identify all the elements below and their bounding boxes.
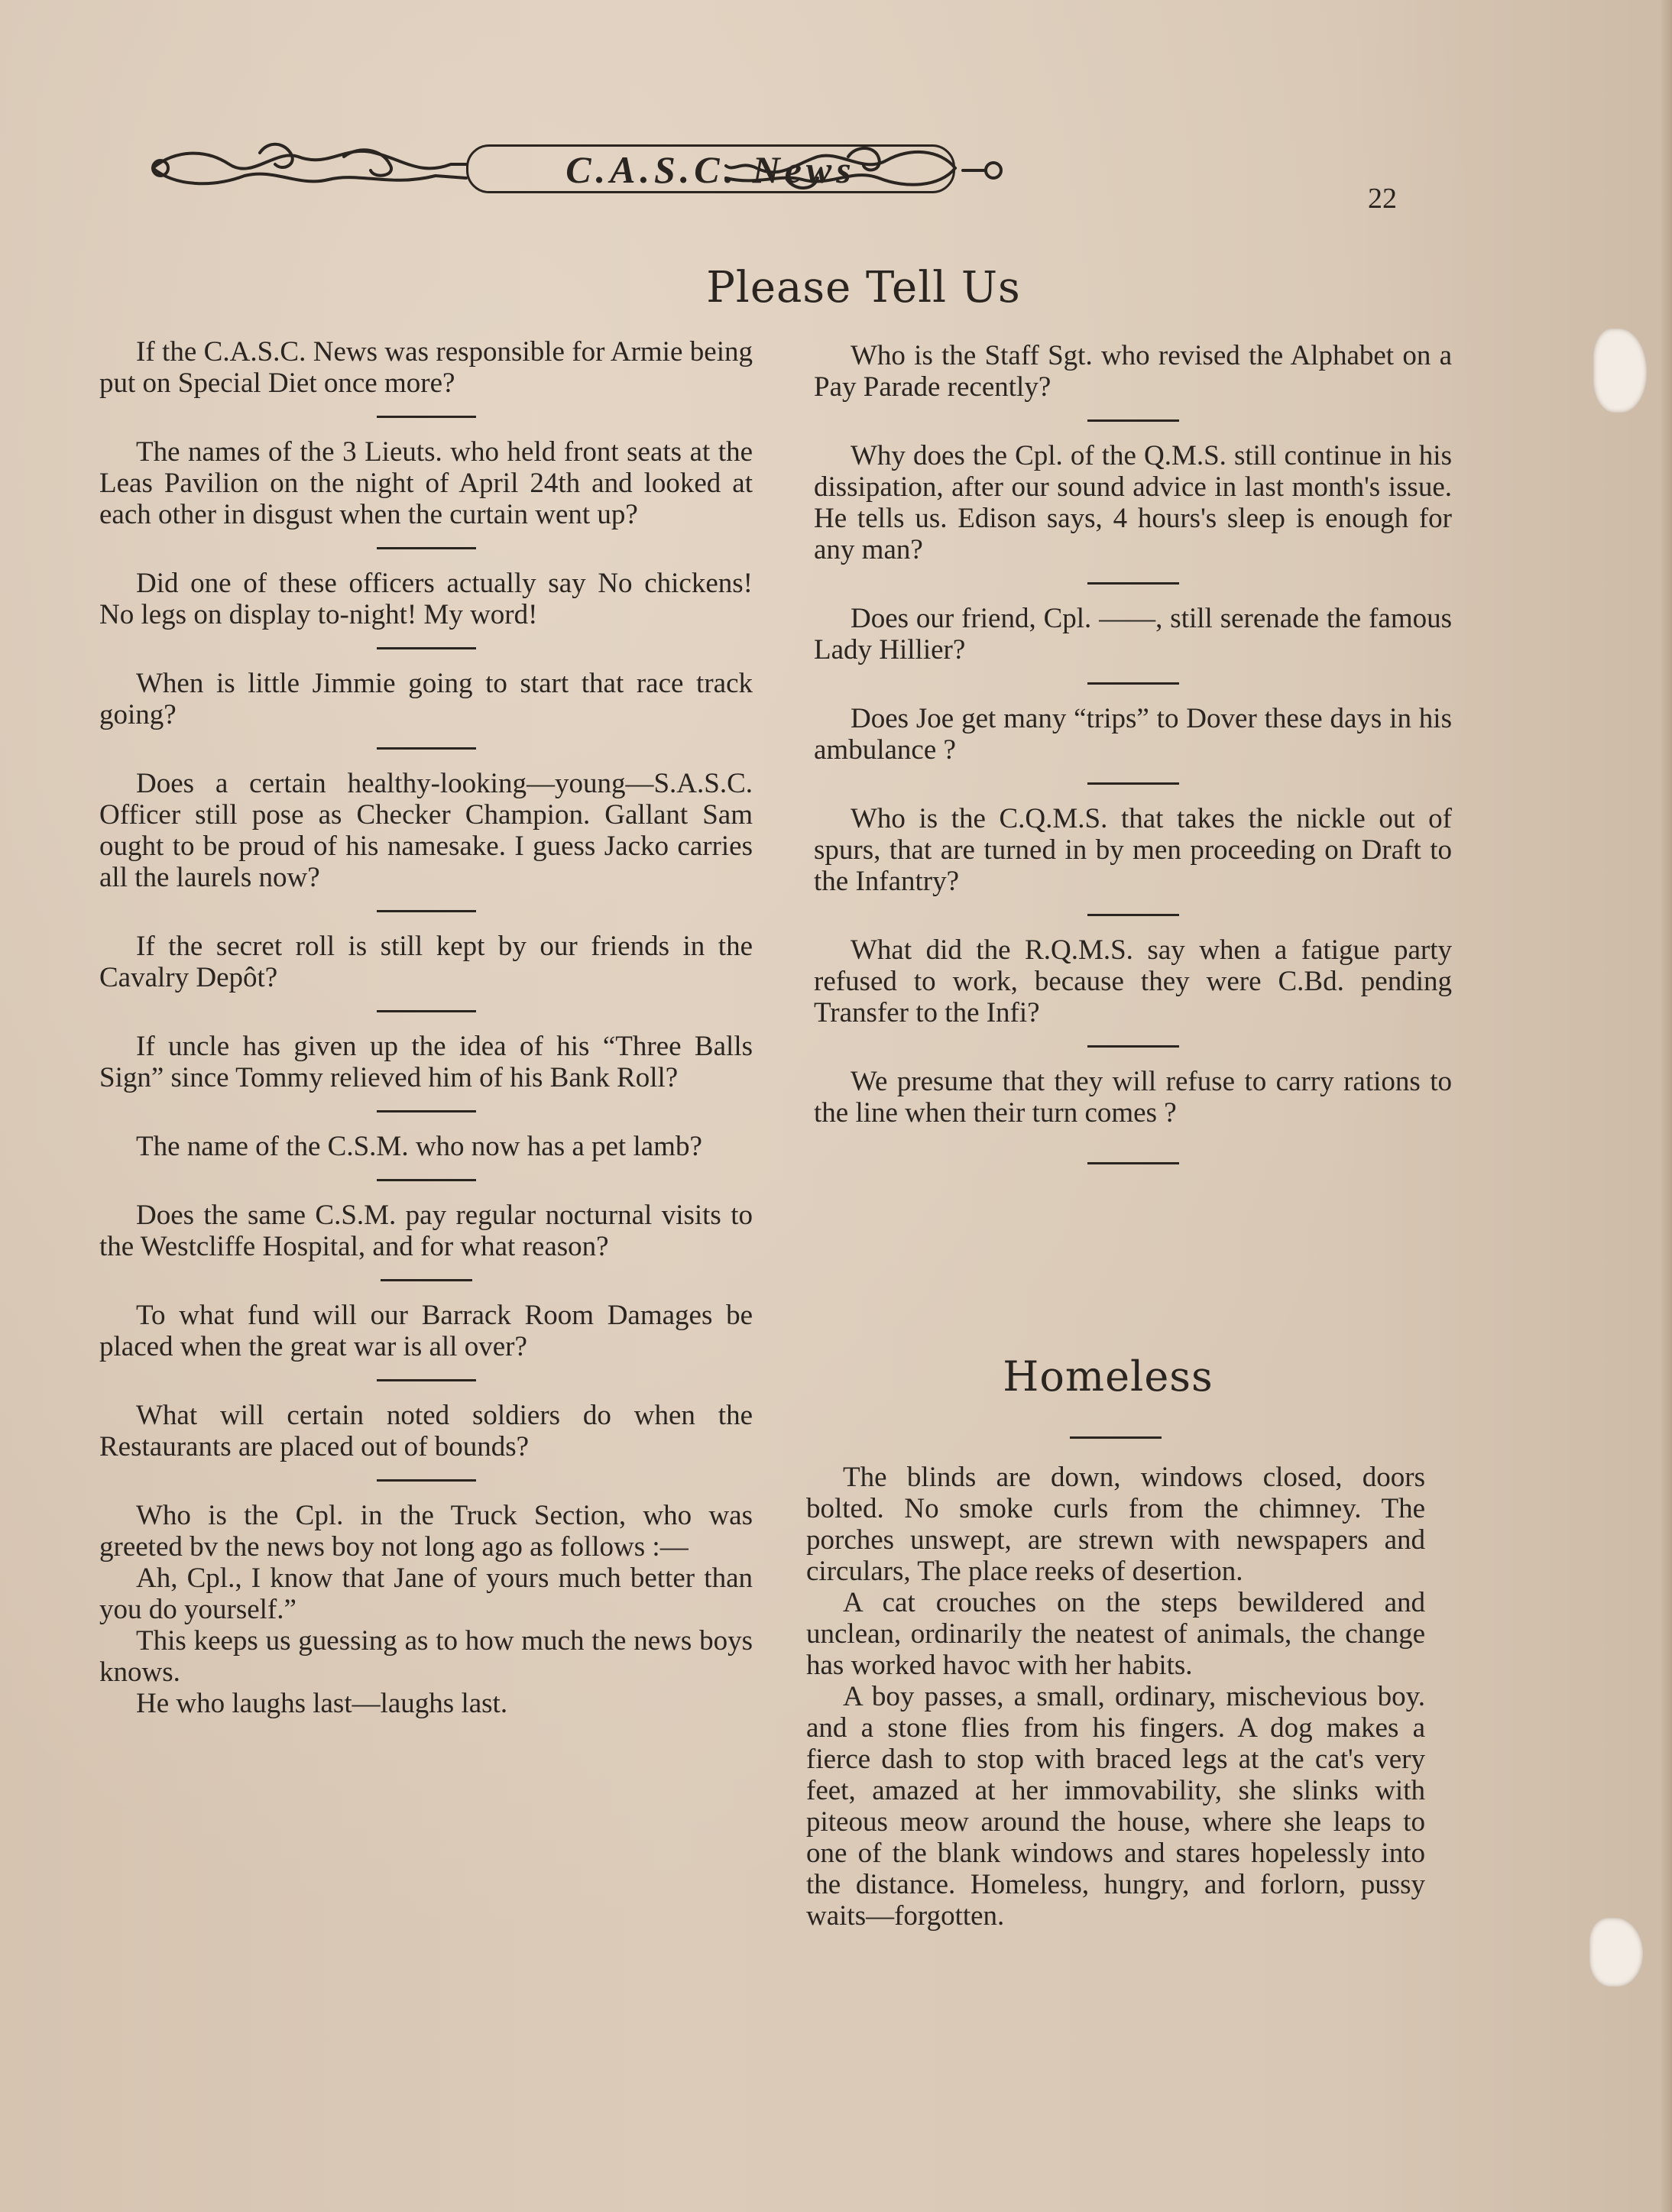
page-number: 22 xyxy=(1368,183,1397,215)
article-title-please-tell-us: Please Tell Us xyxy=(706,263,1021,313)
masthead-title: C.A.S.C. News xyxy=(466,144,955,193)
query-item: Did one of these officers actually say No chickens! No legs on display to-night! My word! xyxy=(99,568,753,630)
divider xyxy=(1087,914,1179,916)
divider xyxy=(1087,419,1179,422)
divider xyxy=(377,416,476,418)
article-title-homeless: Homeless xyxy=(1003,1352,1213,1401)
query-quote: Ah, Cpl., I know that Jane of yours much better than you do yourself.” xyxy=(99,1563,753,1625)
divider xyxy=(377,747,476,750)
divider xyxy=(377,647,476,649)
homeless-paragraph: A boy passes, a small, ordinary, mischevious boy. and a stone flies from his fingers. A dog makes a fierce dash to stop with braced legs at the cat's very feet, amazed at her immovability, she slinks with piteous meow around the house, where she leaps to one of the blank windows and stares hopelessly into the distance. Homeless, hungry, and forlorn, pussy waits—forgotten. xyxy=(806,1681,1425,1932)
homeless-article xyxy=(806,1436,1425,1932)
query-item: If the secret roll is still kept by our friends in the Cavalry Depôt? xyxy=(99,931,753,993)
query-item: Does Joe get many “trips” to Dover these days in his ambulance ? xyxy=(814,703,1452,766)
left-column xyxy=(99,336,753,1719)
query-item: Does a certain healthy-looking—young—S.A.S.C. Officer still pose as Checker Champion. Gallant Sam ought to be proud of his namesake. I guess Jacko carries all the laurels now? xyxy=(99,768,753,893)
query-item: If the C.A.S.C. News was responsible for Armie being put on Special Diet once more? xyxy=(99,336,753,399)
divider xyxy=(377,910,476,912)
query-item: If uncle has given up the idea of his “Three Balls Sign” since Tommy relieved him of his Bank Roll? xyxy=(99,1031,753,1093)
query-item: Who is the C.Q.M.S. that takes the nickle out of spurs, that are turned in by men proceeding on Draft to the Infantry? xyxy=(814,803,1452,897)
query-item: The name of the C.S.M. who now has a pet lamb? xyxy=(136,1131,702,1162)
query-item: Does our friend, Cpl. ——, still serenade the famous Lady Hillier? xyxy=(814,603,1452,666)
divider xyxy=(1087,782,1179,785)
paper-tear xyxy=(1589,1918,1643,1987)
query-item: Who is the Staff Sgt. who revised the Alphabet on a Pay Parade recently? xyxy=(814,340,1452,403)
query-item: Why does the Cpl. of the Q.M.S. still continue in his dissipation, after our sound advice in last month's issue. He tells us. Edison says, 4 hours's sleep is enough for any man? xyxy=(814,440,1452,565)
query-item: The names of the 3 Lieuts. who held front seats at the Leas Pavilion on the night of April 24th and looked at each other in disgust when the curtain went up? xyxy=(99,436,753,530)
divider xyxy=(1070,1436,1162,1439)
homeless-paragraph: The blinds are down, windows closed, doors bolted. No smoke curls from the chimney. The porches unswept, are strewn with newspapers and circulars, The place reeks of desertion. xyxy=(806,1462,1425,1587)
divider xyxy=(377,547,476,549)
query-comment: This keeps us guessing as to how much the news boys knows. xyxy=(99,1625,753,1688)
divider xyxy=(377,1479,476,1482)
divider xyxy=(1087,1045,1179,1048)
query-item: What will certain noted soldiers do when the Restaurants are placed out of bounds? xyxy=(99,1400,753,1462)
masthead xyxy=(145,134,1016,202)
homeless-paragraph: A cat crouches on the steps bewildered and unclean, ordinarily the neatest of animals, the change has worked havoc with her habits. xyxy=(806,1587,1425,1681)
divider xyxy=(377,1379,476,1381)
right-column xyxy=(814,340,1452,1183)
query-item-last: Who is the Cpl. in the Truck Section, who was greeted bv the news boy not long ago as follows :— xyxy=(99,1500,753,1563)
query-item: To what fund will our Barrack Room Damages be placed when the great war is all over? xyxy=(99,1300,753,1362)
query-closing-line: He who laughs last—laughs last. xyxy=(136,1688,508,1719)
divider xyxy=(1087,1162,1179,1164)
divider xyxy=(1087,582,1179,585)
divider xyxy=(381,1279,472,1281)
divider xyxy=(1087,682,1179,685)
divider xyxy=(377,1010,476,1012)
query-item: Does the same C.S.M. pay regular nocturnal visits to the Westcliffe Hospital, and for what reason? xyxy=(99,1200,753,1262)
divider xyxy=(377,1110,476,1112)
query-item: When is little Jimmie going to start that race track going? xyxy=(99,668,753,730)
query-item: What did the R.Q.M.S. say when a fatigue party refused to work, because they were C.Bd. pending Transfer to the Infi? xyxy=(814,934,1452,1028)
divider xyxy=(377,1179,476,1181)
paper-tear xyxy=(1593,329,1647,413)
query-item: We presume that they will refuse to carry rations to the line when their turn comes ? xyxy=(814,1066,1452,1129)
page-edge xyxy=(1661,0,1672,2212)
